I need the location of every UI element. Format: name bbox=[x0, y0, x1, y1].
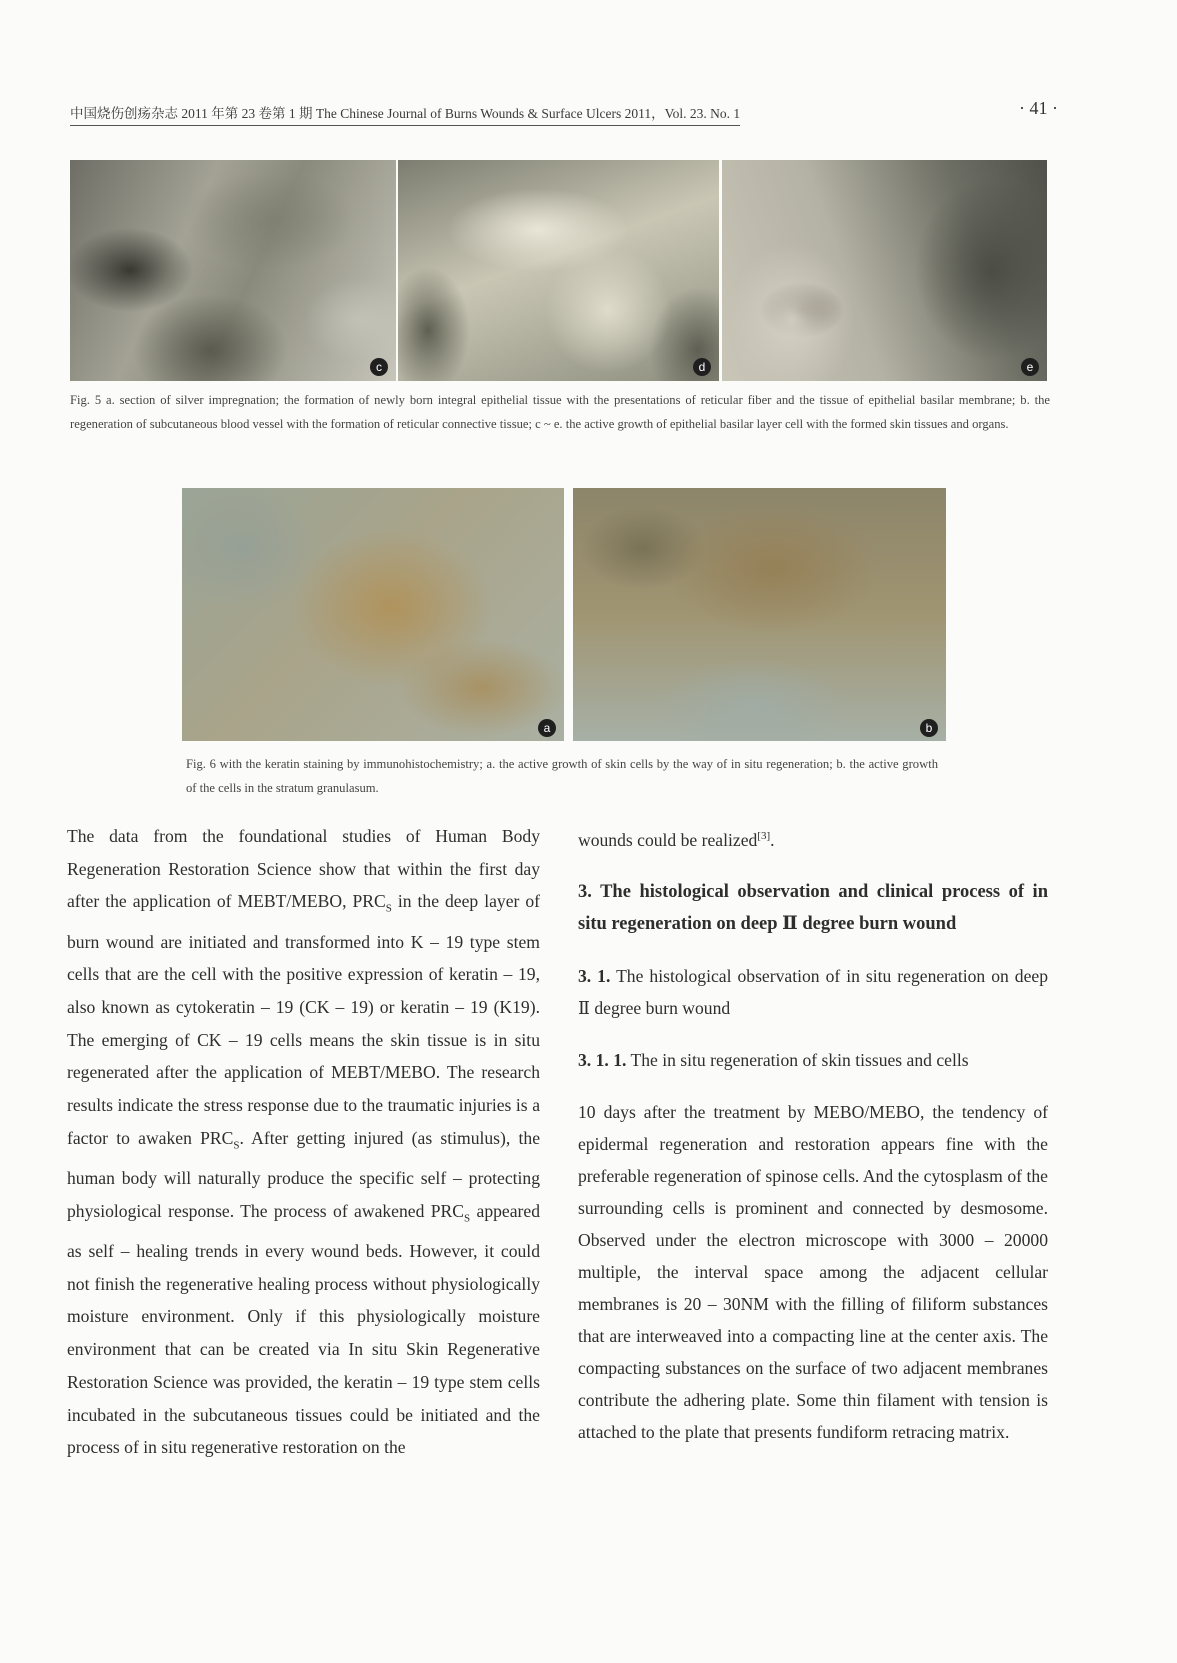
micrograph-6b bbox=[573, 488, 946, 741]
text-run: The data from the foundational studies of Human Body Regeneration Restoration Science show that within the first day after the application of MEBT/MEBO, PRC bbox=[67, 826, 540, 912]
text-run: in the deep layer of burn wound are initiated and transformed into K – 19 type stem cells that are the cell with the positive expression of keratin – 19, also known as cytokeratin – 19 (CK – 19) or keratin – 19 (K19). The emerging of CK – 19 cells means the skin tissue is in situ regenerated after the application of MEBT/MEBO. The research results indicate the stress response due to the traumatic injuries is a factor to awaken PRC bbox=[67, 891, 541, 1148]
paragraph-continuation bbox=[578, 820, 1048, 856]
running-head: 中国烧伤创疡杂志 2011 年第 23 卷第 1 期 The Chinese Journal of Burns Wounds & Surface Ulcers 2011，Vol. 23. No. 1 bbox=[70, 102, 740, 126]
page-header bbox=[70, 98, 1070, 126]
paragraph bbox=[67, 820, 540, 1464]
right-column bbox=[578, 820, 1048, 1448]
micrograph-6a bbox=[182, 488, 564, 741]
panel-label-d: d bbox=[693, 358, 711, 376]
panel-label-e: e bbox=[1021, 358, 1039, 376]
panel-label-a: a bbox=[538, 719, 556, 737]
micrograph-5c bbox=[70, 160, 396, 381]
subsection-heading bbox=[578, 960, 1048, 1024]
page-number: · 41 · bbox=[1019, 98, 1058, 118]
subsubsection-title: The in situ regeneration of skin tissues and cells bbox=[626, 1049, 969, 1070]
subscript: S bbox=[464, 1212, 471, 1225]
text-run: appeared as self – healing trends in every wound beds. However, it could not finish the regenerative healing process without physiologically moisture environment. Only if this physiologically moisture environment that can be created via In situ Skin Regenerative Restoration Science was provided, the keratin – 19 type stem cells incubated in the subcutaneous tissues could be initiated and the process of in situ regenerative restoration on the bbox=[67, 1200, 540, 1458]
section-number: 3. 1. 1. bbox=[578, 1049, 627, 1070]
micrograph-5d bbox=[398, 160, 719, 381]
subsubsection-heading bbox=[578, 1044, 1048, 1076]
text-run: . After getting injured (as stimulus), the human body will naturally produce the specific self – protecting physiological response. The process of awakened PRC bbox=[67, 1127, 540, 1221]
text-run: wounds could be realized bbox=[578, 829, 758, 850]
micrograph-5e bbox=[722, 160, 1047, 381]
panel-label-b: b bbox=[920, 719, 938, 737]
figure-6-caption: Fig. 6 with the keratin staining by immunohistochemistry; a. the active growth of skin cells by the way of in situ regeneration; b. the active growth of the cells in the stratum granulasum. bbox=[186, 757, 938, 795]
subsection-title: The histological observation of in situ regeneration on deep Ⅱ degree burn wound bbox=[578, 965, 1049, 1018]
subscript: S bbox=[233, 1139, 240, 1152]
citation: [3] bbox=[757, 830, 771, 842]
panel-label-c: c bbox=[370, 358, 388, 376]
left-column bbox=[67, 820, 540, 1464]
figure-5-caption: Fig. 5 a. section of silver impregnation; the formation of newly born integral epithelial tissue with the presentations of reticular fiber and the tissue of epithelial basilar membrane; b. the regeneration of subcutaneous blood vessel with the formation of reticular connective tissue; c ~ e. the active growth of epithelial basilar layer cell with the formed skin tissues and organs. bbox=[70, 393, 1050, 431]
subscript: S bbox=[385, 902, 392, 915]
section-heading: 3. The histological observation and clinical process of in situ regeneration on deep Ⅱ degree burn wound bbox=[578, 881, 1048, 934]
text-run: . bbox=[770, 829, 775, 850]
section-number: 3. 1. bbox=[578, 965, 611, 986]
paragraph: 10 days after the treatment by MEBO/MEBO, the tendency of epidermal regeneration and restoration appears fine with the preferable regeneration of spinose cells. And the cytosplasm of the surrounding cells is prominent and connected by desmosome. Observed under the electron microscope with 3000 – 20000 multiple, the interval space among the adjacent cellular membranes is 20 – 30NM with the filling of filiform substances that are interweaved into a compacting line at the center axis. The compacting substances on the surface of two adjacent membranes contribute the adhering plate. Some thin filament with tension is attached to the plate that presents fundiform retracing matrix. bbox=[578, 1101, 1048, 1442]
